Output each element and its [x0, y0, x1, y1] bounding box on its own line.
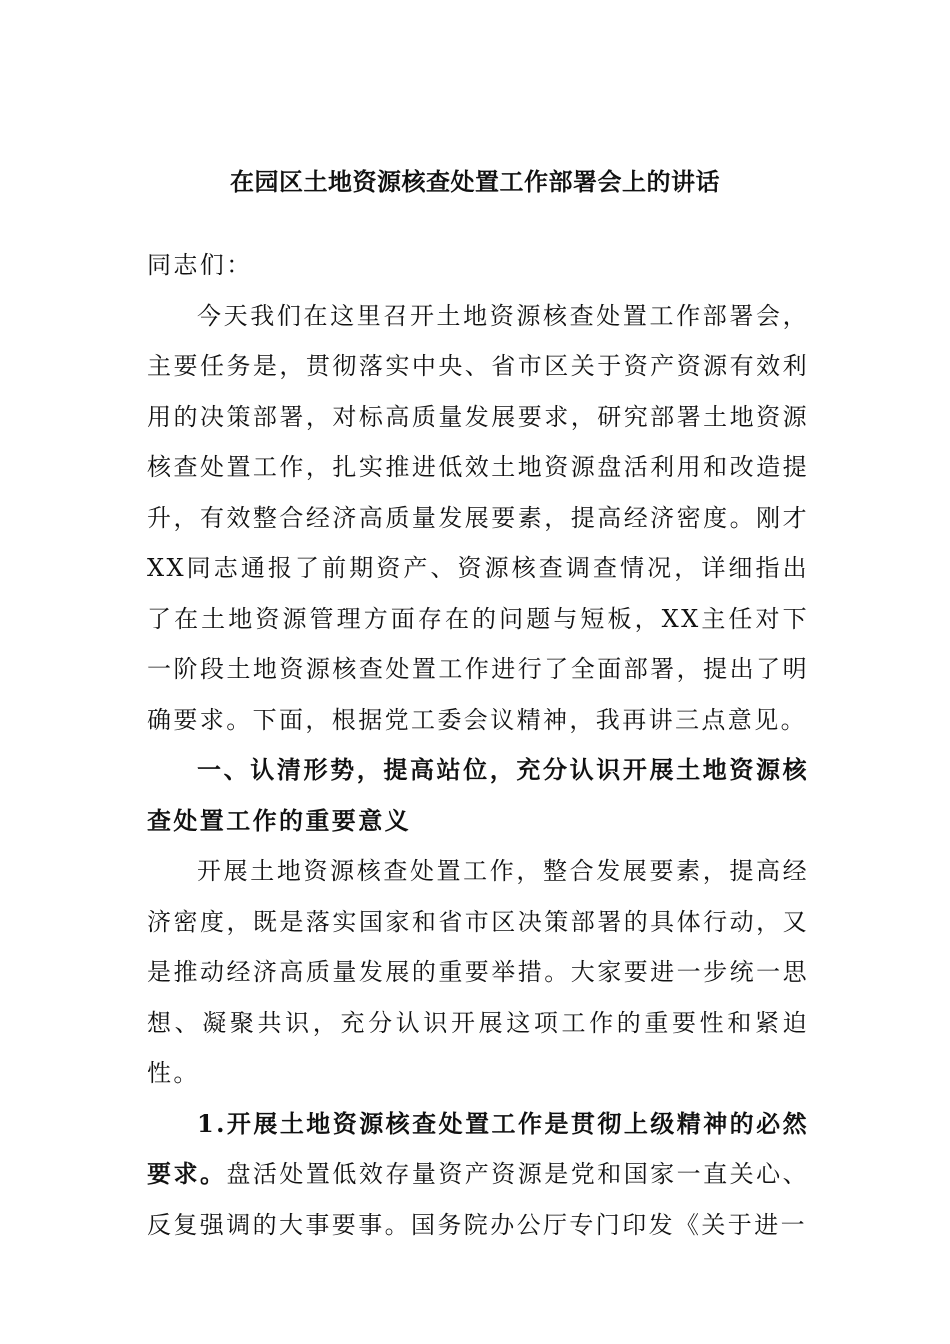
- document-title: 在园区土地资源核查处置工作部署会上的讲话: [230, 167, 720, 196]
- point-lead: 1.开展土地资源核查处置工作是贯彻上级精神的必然要求。: [147, 1108, 809, 1188]
- opening-paragraph: 今天我们在这里召开土地资源核查处置工作部署会，主要任务是，贯彻落实中央、省市区关于资产资源有效利用的决策部署，对标高质量发展要求，研究部署土地资源核查处置工作，扎实推进低效土地资源盘活利用和改造提升，有效整合经济高质量发展要素，提高经济密度。刚才XX同志通报了前期资产、资源核查调查情况，详细指出了在土地资源管理方面存在的问题与短板，XX主任对下一阶段土地资源核查处置工作进行了全面部署，提出了明确要求。下面，根据党工委会议精神，我再讲三点意见。: [147, 301, 809, 734]
- section-intro-paragraph: 开展土地资源核查处置工作，整合发展要素，提高经济密度，既是落实国家和省市区决策部署的具体行动，又是推动经济高质量发展的重要举措。大家要进一步统一思想、凝聚共识，充分认识开展这项工作的重要性和紧迫性。: [147, 857, 809, 1087]
- point-text: 盘活处置低效存量资产资源是党和国家一直关心、反复强调的大事要事。国务院办公厅专门印发《关于进一: [147, 1160, 809, 1239]
- salutation: 同志们：: [147, 251, 253, 279]
- document-body: [147, 240, 809, 1250]
- point-paragraph: [147, 1099, 809, 1251]
- section-heading: 一、认清形势，提高站位，充分认识开展土地资源核查处置工作的重要意义: [147, 755, 809, 835]
